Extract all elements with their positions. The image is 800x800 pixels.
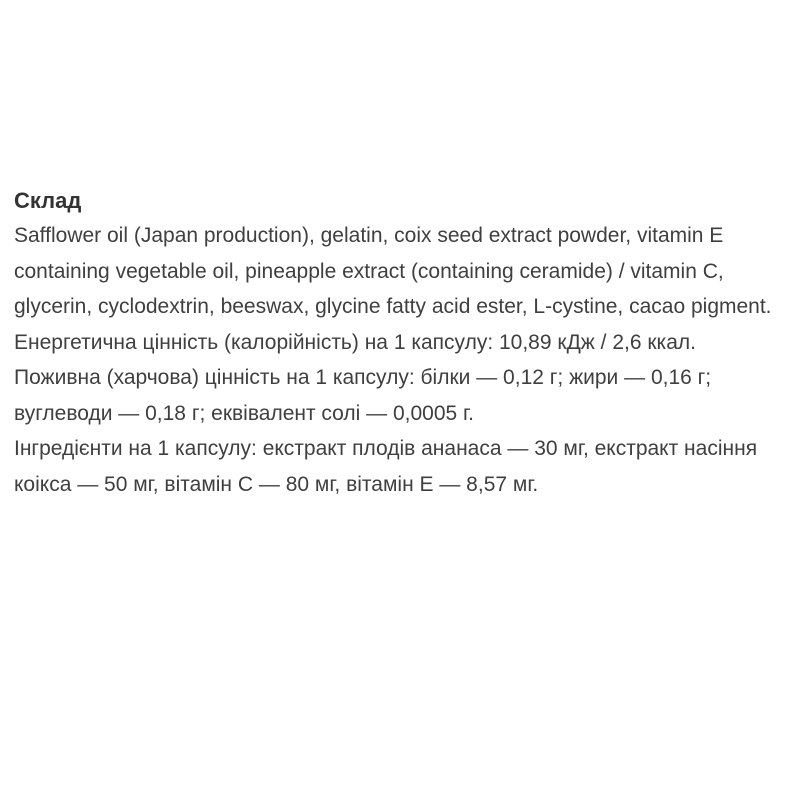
composition-heading: Склад <box>14 188 82 213</box>
energy-value-text: Енергетична цінність (калорійність) на 1 капсулу: 10,89 кДж / 2,6 ккал. <box>14 330 696 354</box>
ingredients-per-capsule-text: Інгредієнти на 1 капсулу: екстракт плодів ананаса — 30 мг, екстракт насіння коікса — 50 мг, вітамін C — 80 мг, вітамін E — 8,57 мг. <box>14 437 758 496</box>
ingredients-text: Safflower oil (Japan production), gelatin, coix seed extract powder, vitamin E containing vegetable oil, pineapple extract (containing ceramide) / vitamin C, glycerin, cyclodextrin, beeswax, glycine fatty acid ester, L-cystine, cacao pigment. <box>14 224 772 318</box>
nutrition-value-text: Поживна (харчова) цінність на 1 капсулу: білки — 0,12 г; жири — 0,16 г; вуглеводи — 0,18 г; еквівалент солі — 0,0005 г. <box>14 366 712 425</box>
